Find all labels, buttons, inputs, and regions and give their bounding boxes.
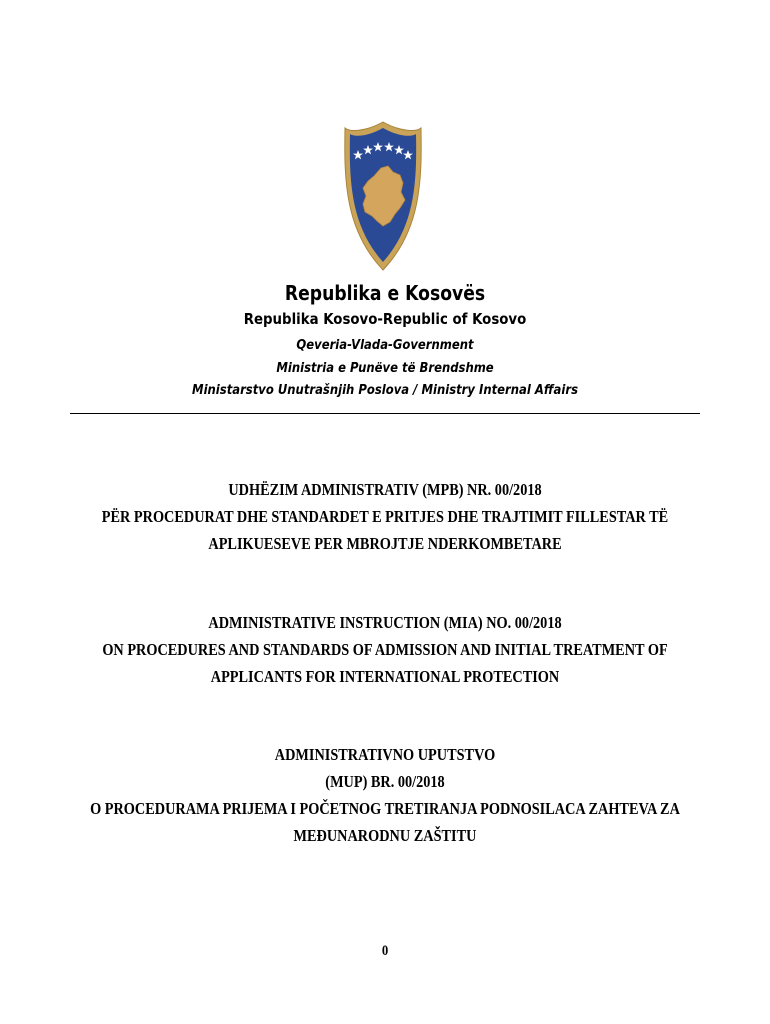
header-ministry: Ministria e Punëve të Brendshme	[276, 360, 494, 376]
title-english-line-2: ON PROCEDURES AND STANDARDS OF ADMISSION AND INITIAL TREATMENT OF	[102, 640, 668, 659]
header-republic-trilingual: Republika Kosovo-Republic of Kosovo	[243, 310, 527, 328]
title-english-line-3: APPLICANTS FOR INTERNATIONAL PROTECTION	[210, 667, 560, 686]
header-divider	[70, 413, 700, 414]
title-albanian-line-3: APLIKUESEVE PER MBROJTJE NDERKOMBETARE	[208, 534, 562, 553]
page-number: 0	[381, 943, 389, 959]
title-serbian	[62, 741, 709, 849]
title-albanian-line-1: UDHËZIM ADMINISTRATIV (MPB) NR. 00/2018	[228, 480, 542, 499]
title-serbian-line-3: O PROCEDURAMA PRIJEMA I POČETNOG TRETIRANJA PODNOSILACA ZAHTEVA ZA	[90, 799, 680, 818]
header-republic: Republika e Kosovës	[284, 281, 486, 305]
title-serbian-line-2: (MUP) BR. 00/2018	[325, 772, 445, 791]
title-serbian-line-1: ADMINISTRATIVNO UPUTSTVO	[274, 745, 496, 764]
title-albanian-line-2: PËR PROCEDURAT DHE STANDARDET E PRITJES DHE TRAJTIMIT FILLESTAR TË	[101, 507, 669, 526]
title-english-line-1: ADMINISTRATIVE INSTRUCTION (MIA) NO. 00/2018	[208, 613, 562, 632]
title-english	[62, 609, 709, 690]
title-albanian	[62, 476, 709, 557]
title-serbian-line-4: MEĐUNARODNU ZAŠTITU	[293, 826, 477, 845]
header-ministry-trilingual: Ministarstvo Unutrašnjih Poslova / Ministry Internal Affairs	[192, 382, 578, 398]
header-government: Qeveria-Vlada-Government	[296, 337, 474, 353]
kosovo-coat-of-arms-icon	[343, 120, 423, 272]
